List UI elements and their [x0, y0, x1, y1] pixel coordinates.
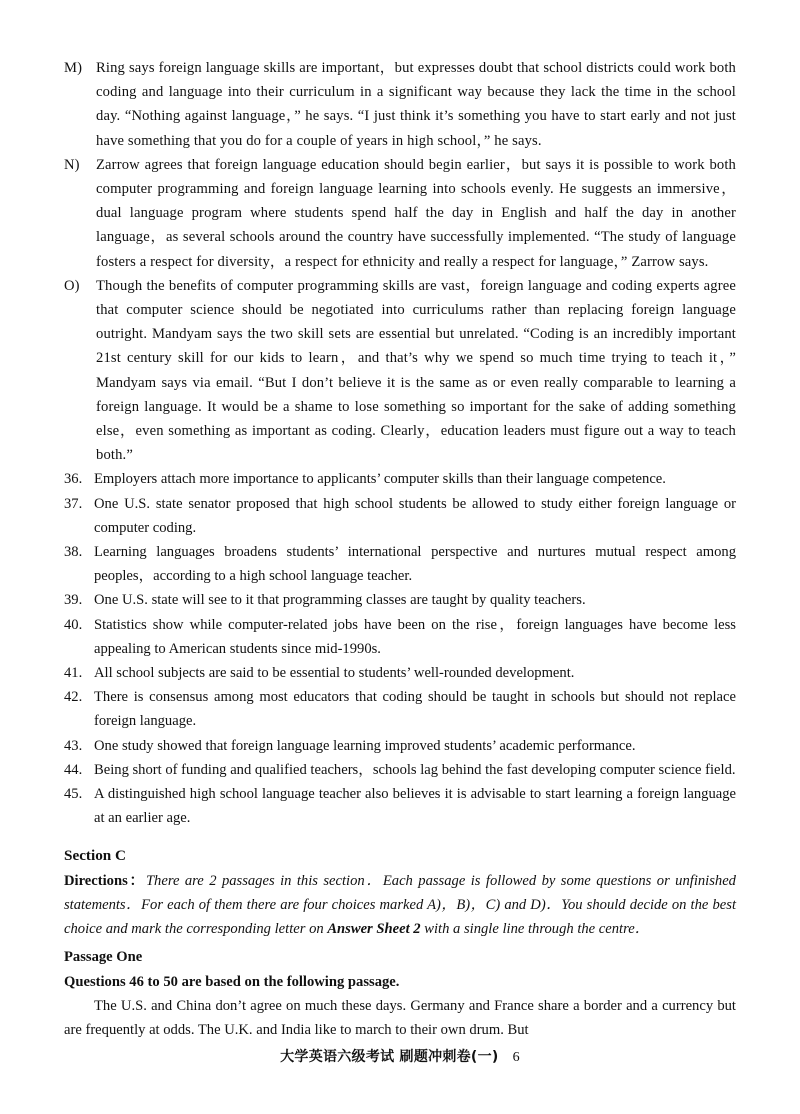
statement-number: 42. [64, 689, 83, 706]
paragraph-marker-o: O) [64, 277, 80, 294]
statement-text: All school subjects are said to be essential to students’ well-rounded development. [94, 665, 575, 682]
statement-number: 37. [64, 495, 83, 512]
statement-item [64, 758, 736, 782]
directions-colon: ： [127, 872, 146, 889]
statement-number: 45. [64, 786, 83, 803]
statement-text: One U.S. state will see to it that programming classes are taught by quality teachers. [94, 592, 586, 609]
statement-text: Employers attach more importance to applicants’ computer skills than their language competence. [94, 471, 666, 488]
section-heading: Section C [64, 846, 127, 864]
statement-text: There is consensus among most educators that coding should be taught in schools but should not replace foreign language. [94, 689, 736, 730]
statement-text: Learning languages broadens students’ international perspective and nurtures mutual respect among peoples，according to a high school language teacher. [94, 544, 736, 585]
statement-item [64, 782, 736, 830]
footer-title: 大学英语六级考试 刷题冲刺卷(一) [280, 1049, 499, 1065]
statement-text: One study showed that foreign language learning improved students’ academic performance. [94, 737, 636, 754]
statement-number: 39. [64, 592, 83, 609]
statement-item [64, 685, 736, 733]
statement-item [64, 613, 736, 661]
statement-text: One U.S. state senator proposed that high school students be allowed to study either foreign language or computer coding. [94, 495, 736, 536]
passage-title: Passage One [64, 949, 143, 966]
statement-text: Statistics show while computer-related jobs have been on the rise，foreign languages have become less appealing to American students since mid-1990s. [94, 616, 736, 657]
questions-range-line: Questions 46 to 50 are based on the following passage. [64, 973, 400, 990]
statement-number: 41. [64, 665, 83, 682]
paragraph-marker-n: N) [64, 156, 80, 173]
statement-number: 38. [64, 544, 83, 561]
footer-page-number: 6 [512, 1050, 520, 1065]
lettered-paragraph-m [64, 56, 736, 153]
paragraph-text-n: Zarrow agrees that foreign language education should begin earlier，but says it is possible to work both computer programming and foreign language learning into schools evenly. He suggests an immersive，dual language program where students spend half the day in English and half the day in another language，as several schools around the country have successfully implemented. “The study of language fosters a respect for diversity，a respect for ethnicity and really a respect for language，” Zarrow says. [96, 156, 736, 270]
lettered-paragraph-n [64, 153, 736, 274]
statement-item [64, 661, 736, 685]
statement-number: 43. [64, 737, 83, 754]
answer-sheet-emphasis: Answer Sheet 2 [327, 921, 421, 938]
directions-text-part1: There are 2 passages in this section．Each passage is followed by some questions or unfinished statements．For each of them there are four choices marked A)，B)，C) and D)．You should decide on the best choice and mark the corresponding letter on [64, 872, 736, 938]
statement-number: 44. [64, 761, 83, 778]
paragraph-marker-m: M) [64, 60, 83, 76]
statement-item [64, 540, 736, 588]
statement-number: 40. [64, 616, 83, 633]
page-footer [0, 1046, 800, 1066]
statement-item [64, 467, 736, 491]
page-content [64, 56, 736, 1042]
statement-number: 36. [64, 471, 83, 488]
paragraph-text-o: Though the benefits of computer programming skills are vast，foreign language and coding experts agree that computer science should be negotiated into curriculums rather than replacing foreign language outright. Mandyam says the two skill sets are essential but unrelated. “Coding is an incredibly important 21st century skill for our kids to learn，and that’s why we spend so much time trying to teach it，” Mandyam says via email. “But I don’t believe it is the same as or even really comparable to learning a foreign language. It would be a shame to lose something so important for the sake of adding something else，even something as important as coding. Clearly，education leaders must figure out a way to teach both.” [96, 277, 736, 464]
paragraph-text-m: Ring says foreign language skills are important，but expresses doubt that school districts could work both coding and language into their curriculum in a significant way because they lack the time in the school day. “Nothing against language，” he says. “I just think it’s something you have to start early and not just have something that you do for a couple of years in high school，” he says. [96, 60, 736, 149]
statement-item [64, 734, 736, 758]
statement-text: A distinguished high school language teacher also believes it is advisable to start learning a foreign language at an earlier age. [94, 786, 736, 827]
directions-text-part2: with a single line through the centre． [420, 921, 650, 938]
directions-block [64, 869, 736, 942]
passage-body-paragraph: The U.S. and China don’t agree on much these days. Germany and France share a border and a currency but are frequently at odds. The U.K. and India like to march to their own drum. But [64, 997, 736, 1038]
statement-item [64, 492, 736, 540]
lettered-paragraph-o [64, 274, 736, 468]
statement-item [64, 588, 736, 612]
statement-text: Being short of funding and qualified teachers，schools lag behind the fast developing computer science field. [94, 761, 736, 778]
directions-label: Directions [64, 872, 128, 889]
